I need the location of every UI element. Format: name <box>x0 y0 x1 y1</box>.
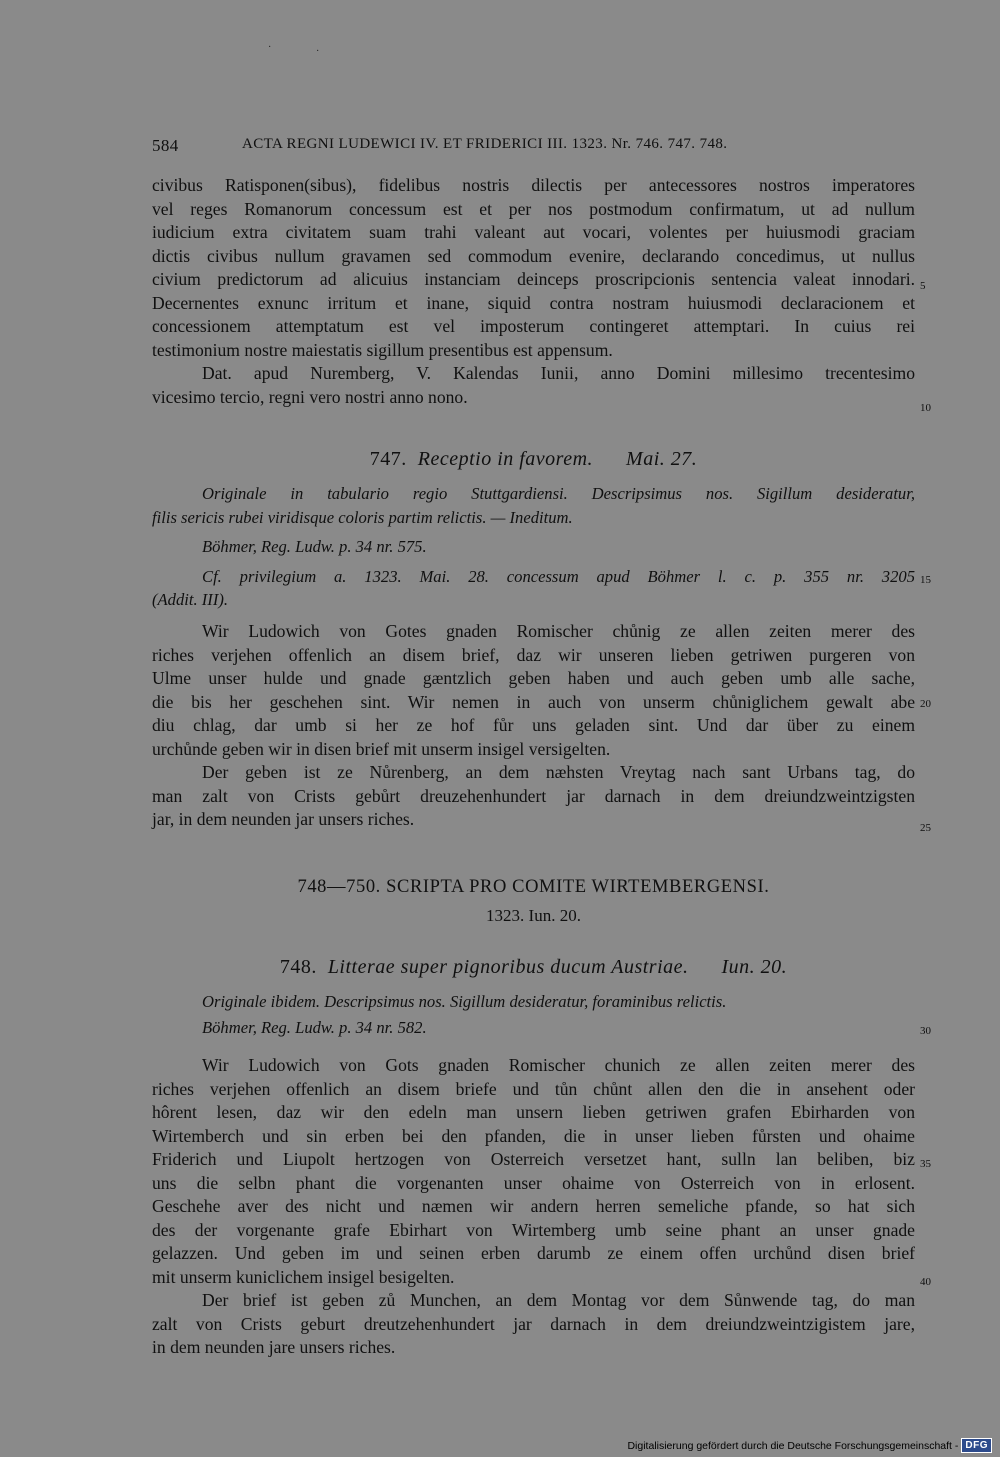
text-line: Decernentes exnunc irritum et inane, siquid contra nostram huiusmodi declaracionem et <box>152 292 915 313</box>
source-note <box>152 482 915 529</box>
text-line: dictis civibus nullum gravamen sed commodum evenire, declarando concedimus, ut nullus <box>152 245 915 266</box>
doc747-text <box>152 620 915 832</box>
text-line: des der vorgenante grafe Ebirhart von Wirtemberg umb seine phant an unser gnade <box>152 1219 915 1240</box>
digitization-credit <box>627 1438 992 1453</box>
margin-line-number: 10 <box>920 402 931 414</box>
text-line: man zalt von Crists gebůrt dreuzehenhundert jar darnach in dem dreiundzweintzigsten <box>152 785 915 806</box>
text-line: gelazzen. Und geben im und seinen erben darumb ze einem offen urchůnd disen brief <box>152 1243 915 1263</box>
text-line: Böhmer, Reg. Ludw. p. 34 nr. 575. <box>202 537 427 556</box>
running-title: ACTA REGNI LUDEWICI IV. ET FRIDERICI III. 1323. Nr. 746. 747. 748. <box>242 136 728 152</box>
text-line: Ulme unser hulde und gnade gæntzlich geben haben und auch geben umb alle sache, <box>152 668 915 688</box>
doc748-title <box>152 956 915 979</box>
text-line: Wirtemberch und sin erben bei den pfanden, die in unser lieben fůrsten und ohaime <box>152 1125 915 1146</box>
text-line: Geschehe aver des nicht und næmen wir andern herren semeliche pfande, so hat sich <box>152 1196 915 1216</box>
text-line: zalt von Crists geburt dreutzehenhundert jar darnach in dem dreiundzweintzigistem jare, <box>152 1313 915 1334</box>
text-line: die bis her geschehen sint. Wir nemen in auch von unserm chůniglichem gewalt abe <box>152 691 915 712</box>
doc748-body <box>152 1054 915 1289</box>
section-heading: 748—750. SCRIPTA PRO COMITE WIRTEMBERGENSI. <box>297 877 770 897</box>
scan-speck: · <box>268 42 272 53</box>
text-line: Dat. apud Nuremberg, V. Kalendas Iunii, anno Domini millesimo trecentesimo <box>202 363 915 383</box>
text-line: vel reges Romanorum concessum est et per nos postmodum confirmatum, ut ad nullum <box>152 198 915 219</box>
doc746-dating <box>152 362 915 409</box>
margin-line-number: 5 <box>920 280 926 292</box>
text-line: Originale ibidem. Descripsimus nos. Sigillum desideratur, foraminibus relictis. <box>202 992 727 1011</box>
doc747-apparatus <box>152 482 915 612</box>
doc748-dating <box>152 1289 915 1360</box>
doc746-paragraph <box>152 174 915 362</box>
text-line: Der geben ist ze Nůrenberg, an dem næhsten Vreytag nach sant Urbans tag, do <box>202 762 915 782</box>
regesta-note <box>152 535 915 559</box>
text-line: filis sericis rubei viridisque coloris partim relictis. — Ineditum. <box>152 507 573 527</box>
text-line: hôrent lesen, daz wir den edeln man unsern lieben getriwen grafen Ebirharden von <box>152 1102 915 1122</box>
cf-note <box>152 565 915 612</box>
text-line: riches verjehen offenlich an disem brief, daz wir unseren lieben getriwen purgeren von <box>152 644 915 665</box>
margin-line-number: 40 <box>920 1276 931 1288</box>
text-line: testimonium nostre maiestatis sigillum presentibus est appensum. <box>152 339 613 360</box>
text-line: Böhmer, Reg. Ludw. p. 34 nr. 582. <box>202 1017 427 1037</box>
text-line: Wir Ludowich von Gots gnaden Romischer chunich ze allen zeiten merer des <box>202 1055 915 1075</box>
doc-date: Mai. 27. <box>626 448 698 470</box>
source-note <box>152 990 915 1014</box>
text-line: jar, in dem neunden jar unsers riches. <box>152 809 415 829</box>
doc747-title <box>152 448 915 471</box>
text-line: diu chlag, dar umb si her ze hof fůr uns geladen sint. Und dar über zu einem <box>152 715 915 735</box>
margin-line-number: 15 <box>920 574 931 586</box>
text-line: riches verjehen offenlich an disem briefe und tůn chůnt allen den die in ansehent oder <box>152 1078 915 1099</box>
doc-number: 748. <box>279 956 317 978</box>
text-line: uns die selbn phant die vorgenanten unser ohaime von Osterreich von in erlosent. <box>152 1172 915 1193</box>
text-line: concessionem attemptatum est vel imposterum contingeret attemptari. In cuius rei <box>152 316 915 336</box>
margin-line-number: 35 <box>920 1158 931 1170</box>
text-line: mit unserm kuniclichem insigel besigelten. <box>152 1266 455 1287</box>
dfg-logo: DFG <box>961 1438 992 1453</box>
margin-line-number: 30 <box>920 1025 931 1037</box>
text-line: vicesimo tercio, regni vero nostri anno nono. <box>152 386 468 407</box>
margin-line-number: 20 <box>920 698 931 710</box>
text-line: Cf. privilegium a. 1323. Mai. 28. concessum apud Böhmer l. c. p. 355 nr. 3205 <box>202 566 915 586</box>
text-line: Originale in tabulario regio Stuttgardiensi. Descripsimus nos. Sigillum desideratur, <box>202 484 915 503</box>
doc746-text <box>152 174 915 409</box>
doc747-dating <box>152 761 915 832</box>
regesta-note <box>152 1016 915 1040</box>
doc748-text <box>152 1054 915 1360</box>
text-line: (Addit. III). <box>152 590 229 609</box>
text-line: in dem neunden jare unsers riches. <box>152 1337 396 1357</box>
doc-date: Iun. 20. <box>721 956 788 978</box>
credit-text: Digitalisierung gefördert durch die Deutsche Forschungsgemeinschaft - <box>627 1439 959 1452</box>
doc-title: Litterae super pignoribus ducum Austriae. <box>327 956 689 978</box>
section-date: 1323. Iun. 20. <box>486 906 581 925</box>
text-line: iudicium extra civitatem suam trahi valeant aut vocari, volentes per huiusmodi graciam <box>152 222 915 242</box>
text-line: civium predictorum ad alicuius instanciam deinceps proscripcionis sentencia valeat innodari. <box>152 269 915 289</box>
text-line: Der brief ist geben zů Munchen, an dem Montag vor dem Sůnwende tag, do man <box>202 1290 915 1310</box>
text-line: urchůnde geben wir in disen brief mit unserm insigel versigelten. <box>152 738 611 759</box>
doc747-body <box>152 620 915 761</box>
page-number: 584 <box>152 136 179 155</box>
text-line: Friderich und Liupolt hertzogen von Osterreich versetzet hant, sulln lan beliben, biz <box>152 1149 915 1169</box>
margin-line-number: 25 <box>920 822 931 834</box>
scan-speck: · <box>316 46 320 57</box>
doc748-apparatus <box>152 990 915 1039</box>
doc-number: 747. <box>369 448 407 470</box>
doc-title: Receptio in favorem. <box>417 448 594 470</box>
text-line: civibus Ratisponen(sibus), fidelibus nostris dilectis per antecessores nostros imperatores <box>152 175 915 195</box>
text-line: Wir Ludowich von Gotes gnaden Romischer chůnig ze allen zeiten merer des <box>202 621 915 641</box>
